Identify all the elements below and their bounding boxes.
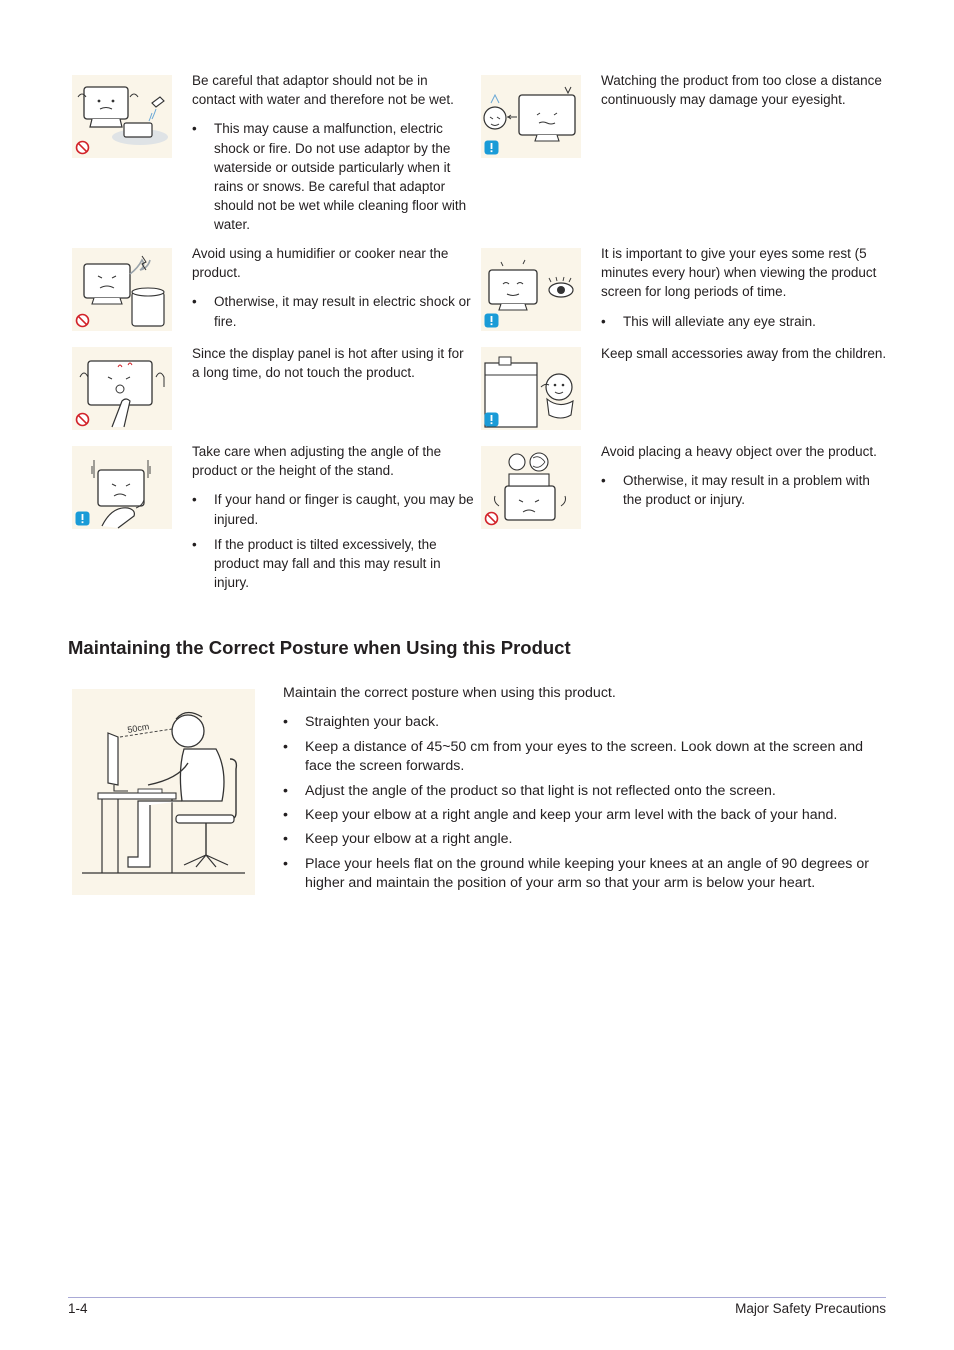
caution-icon — [484, 412, 499, 427]
child-accessories-illustration — [481, 347, 581, 430]
safety-item-6 — [601, 344, 891, 363]
viewing-too-close-illustration — [481, 75, 581, 158]
prohibited-icon — [75, 313, 90, 328]
item-bullet: • If the product is tilted excessively, the product may fall and this may result in injury. — [192, 535, 474, 593]
section-heading: Maintaining the Correct Posture when Using this Product — [68, 637, 571, 658]
safety-item-3 — [192, 244, 474, 337]
adjust-angle-illustration — [72, 446, 172, 529]
caution-icon — [75, 511, 90, 526]
posture-bullet: • Keep a distance of 45~50 cm from your eyes to the screen. Look down at the screen and face the screen forwards. — [283, 738, 887, 777]
safety-item-4 — [601, 244, 891, 337]
item-bullet: • Otherwise, it may result in electric shock or fire. — [192, 292, 474, 330]
eye-rest-illustration — [481, 248, 581, 331]
humidifier-near-monitor-illustration — [72, 248, 172, 331]
item-text: Watching the product from too close a distance continuously may damage your eyesight. — [601, 73, 882, 108]
posture-bullet: • Adjust the angle of the product so that light is not reflected onto the screen. — [283, 782, 887, 801]
item-text: Avoid placing a heavy object over the product. — [601, 444, 877, 459]
item-text: Avoid using a humidifier or cooker near the product. — [192, 246, 449, 281]
item-text: Be careful that adaptor should not be in contact with water and therefore not be wet. — [192, 73, 454, 108]
item-text: Since the display panel is hot after using it for a long time, do not touch the product. — [192, 346, 464, 381]
page-number: 1-4 — [68, 1301, 88, 1316]
safety-item-8 — [601, 442, 891, 516]
distance-label: 50cm — [126, 721, 151, 735]
posture-bullet: • Keep your elbow at a right angle and keep your arm level with the back of your hand. — [283, 806, 887, 825]
item-bullet: • This will alleviate any eye strain. — [601, 312, 891, 331]
posture-bullet: • Place your heels flat on the ground while keeping your knees at an angle of 90 degrees or higher and maintain the position of your arm so that your arm is below your heart. — [283, 855, 887, 894]
item-text: Take care when adjusting the angle of the product or the height of the stand. — [192, 444, 442, 479]
prohibited-icon — [75, 412, 90, 427]
posture-instructions — [283, 684, 887, 899]
hot-panel-touch-illustration — [72, 347, 172, 430]
posture-intro: Maintain the correct posture when using this product. — [283, 685, 616, 701]
safety-item-7 — [192, 442, 474, 598]
heavy-object-on-monitor-illustration — [481, 446, 581, 529]
item-bullet: • Otherwise, it may result in a problem with the product or injury. — [601, 471, 891, 509]
footer-rule — [68, 1297, 886, 1298]
posture-bullet: • Straighten your back. — [283, 713, 887, 732]
footer-section-title: Major Safety Precautions — [735, 1301, 886, 1316]
caution-icon — [484, 140, 499, 155]
posture-bullet: • Keep your elbow at a right angle. — [283, 830, 887, 849]
prohibited-icon — [484, 511, 499, 526]
item-bullet: • This may cause a malfunction, electric shock or fire. Do not use adaptor by the waterside or outside particularly when it rains or snows. Be careful that adaptor should not be wet while cleaning floor with water. — [192, 119, 474, 234]
safety-item-1 — [192, 71, 474, 241]
item-text: It is important to give your eyes some rest (5 minutes every hour) when viewing the product screen for long periods of time. — [601, 246, 877, 300]
item-bullet: • If your hand or finger is caught, you may be injured. — [192, 490, 474, 528]
caution-icon — [484, 313, 499, 328]
correct-posture-illustration — [72, 689, 255, 895]
safety-item-2 — [601, 71, 891, 109]
item-text: Keep small accessories away from the children. — [601, 346, 887, 361]
prohibited-icon — [75, 140, 90, 155]
monitor-adaptor-water-illustration — [72, 75, 172, 158]
safety-item-5 — [192, 344, 474, 382]
